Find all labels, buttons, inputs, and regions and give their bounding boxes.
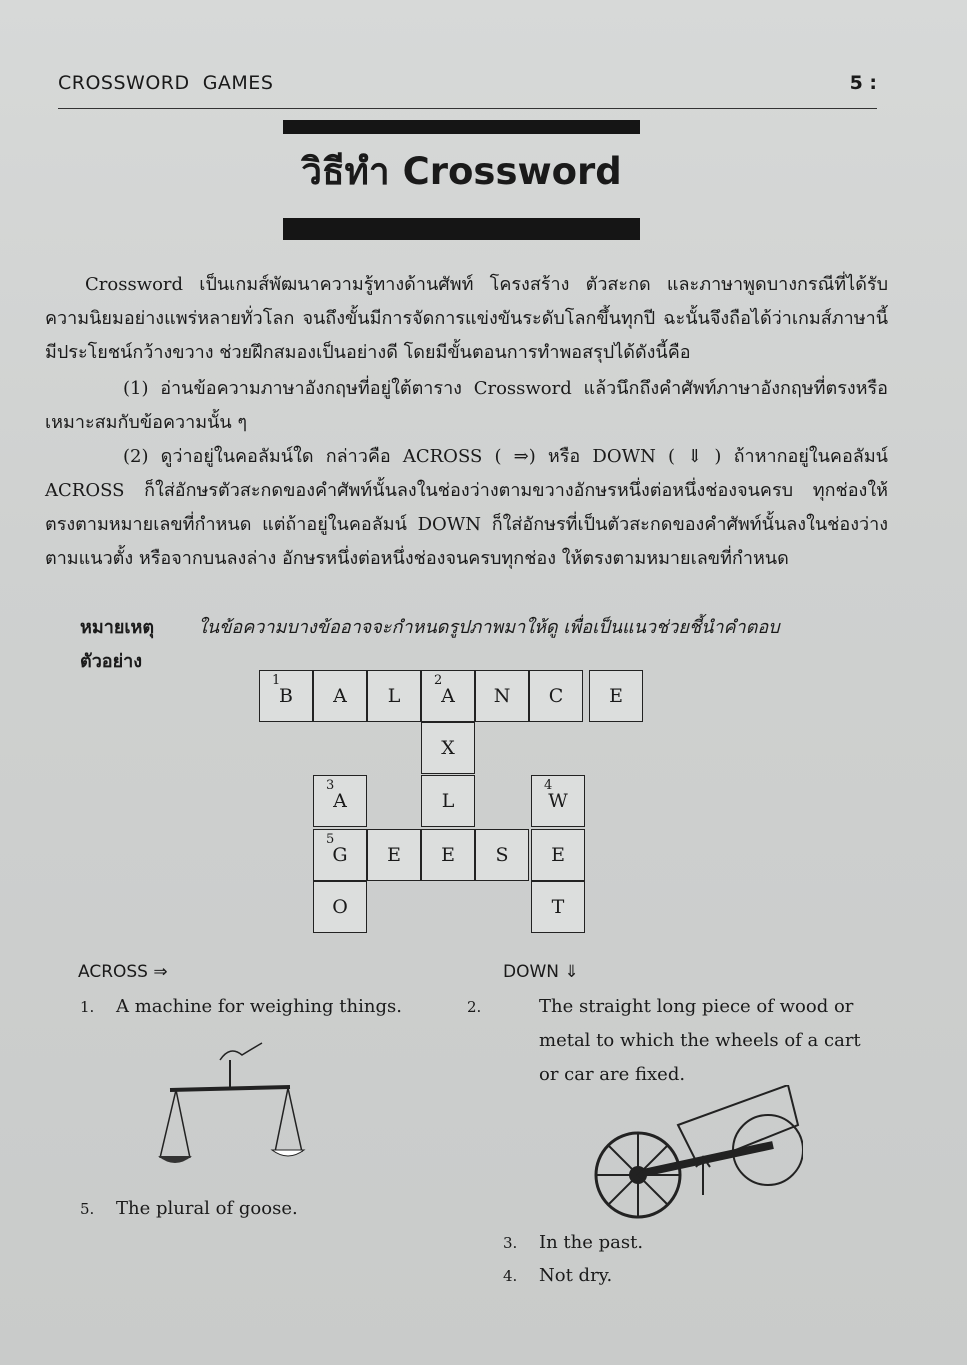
- cell-number: 1: [272, 673, 281, 688]
- across-clue-1: [80, 990, 440, 1024]
- grid-cell: [421, 670, 475, 722]
- cart-axle-illustration: [588, 1085, 803, 1220]
- header-title: CROSSWORD GAMES: [58, 72, 274, 94]
- grid-cell: [367, 670, 421, 722]
- note-text: ในข้อความบางข้ออาจจะกำหนดรูปภาพมาให้ดู เพื่อเป็นแนวช่วยชี้นำคำตอบ: [198, 617, 780, 638]
- cell-number: 2: [434, 673, 443, 688]
- grid-cell: [531, 829, 585, 881]
- clue-number: 2.: [467, 998, 482, 1016]
- balance-scale-illustration: [150, 1040, 310, 1170]
- grid-cell: [313, 670, 367, 722]
- page-title: วิธีทำ Crossword: [301, 150, 622, 193]
- clue-number: 3.: [503, 1234, 518, 1252]
- cell-number: 4: [544, 778, 553, 793]
- cell-letter: E: [387, 844, 401, 866]
- cell-letter: A: [333, 685, 347, 707]
- example-label: ตัวอย่าง: [80, 651, 143, 672]
- step-one-paragraph: (1) อ่านข้อความภาษาอังกฤษที่อยู่ใต้ตาราง Crossword แล้วนึกถึงคำศัพท์ภาษาอังกฤษที่ตรงหรือเหมาะสมกับข้อความนั้น ๆ: [45, 378, 888, 433]
- cell-letter: B: [279, 685, 293, 707]
- grid-cell: [529, 670, 583, 722]
- intro-paragraph: Crossword เป็นเกมส์พัฒนาความรู้ทางด้านศัพท์ โครงสร้าง ตัวสะกด และภาษาพูดบางกรณีที่ได้รับความนิยมอย่างแพร่หลายทั่วโลก จนถึงขั้นมีการจัดการแข่งขันระดับโลกขึ้นทุกปี ฉะนั้นจึงถือได้ว่าเกมส์ภาษานี้มีประโยชน์กว้างขวาง ช่วยฝึกสมองเป็นอย่างดี โดยมีขั้นตอนการทำพอสรุปได้ดังนี้คือ: [45, 274, 888, 363]
- grid-cell: [421, 829, 475, 881]
- grid-cell: [421, 775, 475, 827]
- step-two-paragraph: (2) ดูว่าอยู่ในคอลัมน์ใด กล่าวคือ ACROSS ( ⇒) หรือ DOWN ( ⇓ ) ถ้าหากอยู่ในคอลัมน์ ACROSS ก็ใส่อักษรตัวสะกดของคำศัพท์นั้นลงในช่องว่างตามขวางอักษรหนึ่งต่อหนึ่งช่องจนครบ ทุกช่องให้ตรงตามหมายเลขที่กำหนด แต่ถ้าอยู่ในคอลัมน์ DOWN ก็ใส่อักษรที่เป็นตัวสะกดของคำศัพท์นั้นลงในช่องว่างตามแนวตั้ง หรือจากบนลงล่าง อักษรหนึ่งต่อหนึ่งช่องจนครบทุกช่อง ให้ตรงตามหมายเลขที่กำหนด: [45, 446, 888, 569]
- clue-text: A machine for weighing things.: [116, 996, 402, 1017]
- grid-cell: [475, 829, 529, 881]
- cell-letter: E: [551, 844, 565, 866]
- cell-letter: W: [548, 790, 568, 812]
- grid-cell: [313, 829, 367, 881]
- note-label: หมายเหตุ: [80, 617, 155, 638]
- clue-text: In the past.: [539, 1232, 644, 1253]
- cell-letter: L: [441, 790, 455, 812]
- cell-letter: O: [332, 896, 348, 918]
- down-heading: DOWN ⇓: [503, 962, 579, 982]
- cell-letter: C: [548, 685, 564, 707]
- running-header: [58, 72, 877, 102]
- grid-cell: [589, 670, 643, 722]
- grid-cell: [367, 829, 421, 881]
- grid-cell: [531, 881, 585, 933]
- down-clue-2: [467, 990, 873, 1092]
- across-heading: ACROSS ⇒: [78, 962, 168, 982]
- title-bar-bottom: [283, 218, 640, 240]
- cell-letter: A: [441, 685, 455, 707]
- cell-letter: L: [387, 685, 401, 707]
- clue-text: Not dry.: [539, 1265, 613, 1286]
- clue-text: The straight long piece of wood or metal to which the wheels of a cart or car are fixed.: [539, 996, 861, 1085]
- cell-letter: E: [609, 685, 623, 707]
- across-clue-5: [80, 1192, 440, 1226]
- clue-number: 5.: [80, 1200, 95, 1218]
- clue-text: The plural of goose.: [116, 1198, 298, 1219]
- grid-cell: [313, 775, 367, 827]
- page-number: 5 :: [849, 72, 877, 94]
- grid-cell: [475, 670, 529, 722]
- down-clue-3: [503, 1226, 873, 1260]
- cell-number: 5: [326, 832, 335, 847]
- grid-cell: [313, 881, 367, 933]
- cell-letter: X: [441, 737, 455, 759]
- cell-letter: E: [441, 844, 455, 866]
- cell-number: 3: [326, 778, 335, 793]
- clue-number: 4.: [503, 1267, 518, 1285]
- header-rule: [58, 108, 877, 109]
- cell-letter: T: [551, 896, 565, 918]
- cell-letter: S: [495, 844, 509, 866]
- down-clue-4: [503, 1259, 873, 1293]
- grid-cell: [531, 775, 585, 827]
- grid-cell: [259, 670, 313, 722]
- cell-letter: N: [493, 685, 511, 707]
- cell-letter: A: [333, 790, 347, 812]
- cell-letter: G: [332, 844, 348, 866]
- title-bar-top: [283, 120, 640, 134]
- clue-number: 1.: [80, 998, 95, 1016]
- grid-cell: [421, 722, 475, 774]
